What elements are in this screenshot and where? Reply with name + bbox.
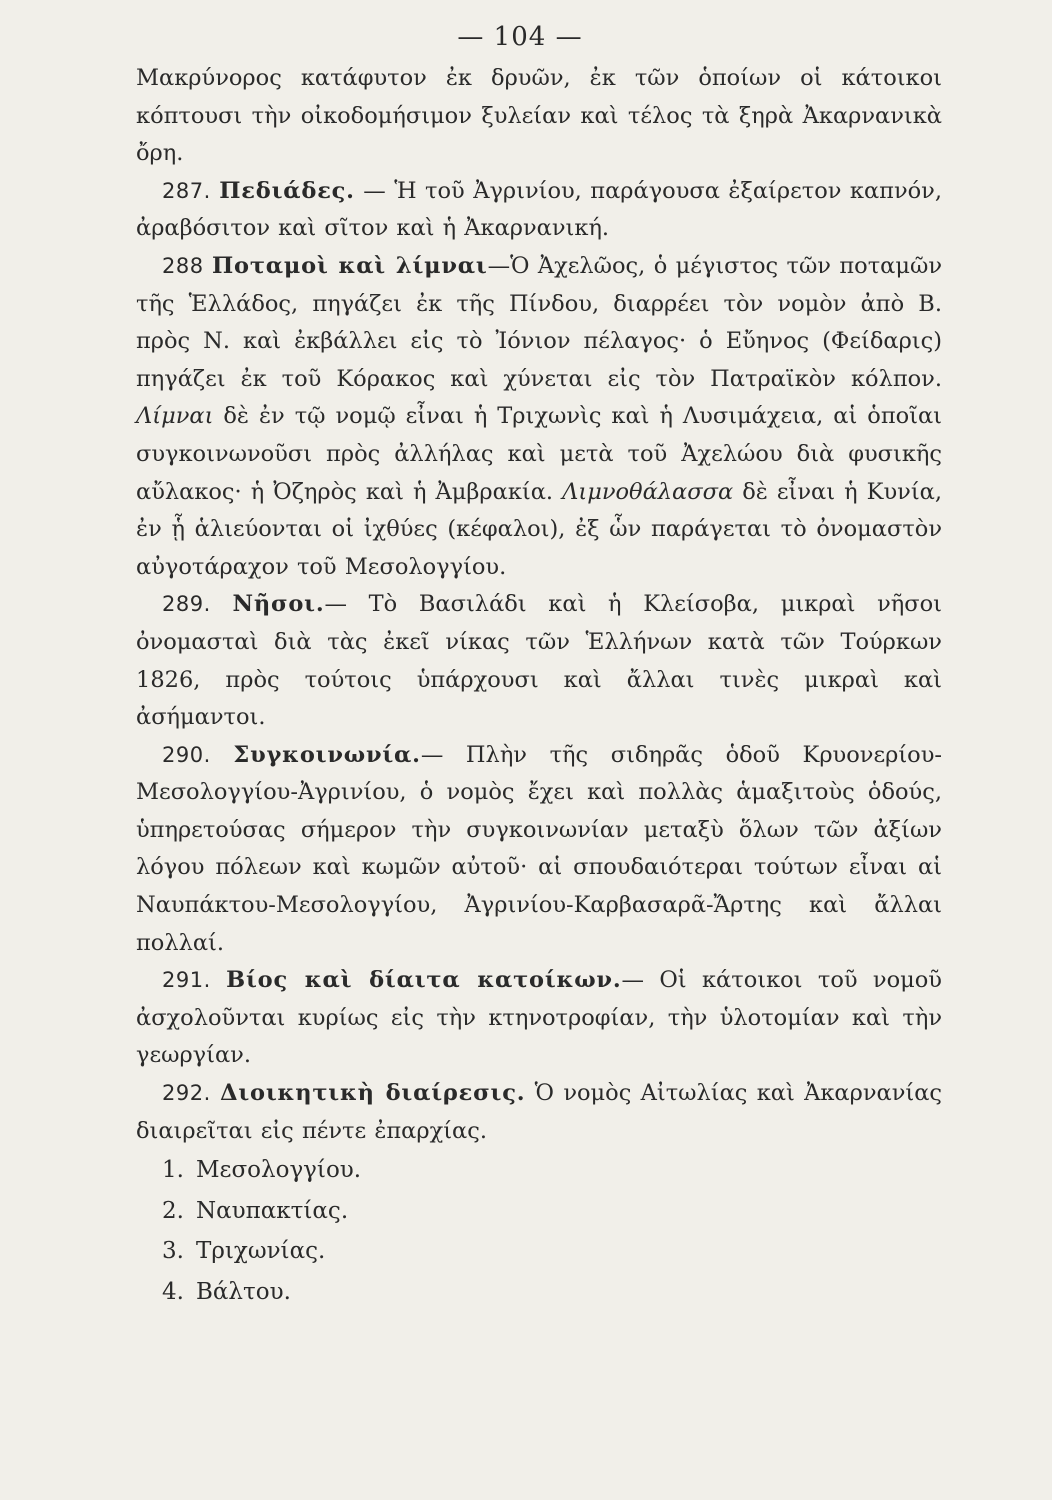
list-item-name: Βάλτου. <box>196 1278 291 1305</box>
section-heading: Πεδιάδες. <box>219 177 355 204</box>
section-heading: Συγκοινωνία. <box>233 741 421 768</box>
paragraph-text: — Ἡ τοῦ Ἀγρινίου, παράγουσα ἐξαίρετον καπνόν, ἀραβόσιτον καὶ σῖτον καὶ ἡ Ἀκαρνανική. <box>136 177 943 242</box>
list-item-name: Ναυπακτίας. <box>196 1197 349 1224</box>
list-item <box>136 1231 942 1272</box>
list-item <box>136 1150 942 1191</box>
list-item-name: Μεσολογγίου. <box>196 1157 362 1184</box>
section-288-paragraph <box>136 248 942 586</box>
section-287-paragraph <box>136 173 942 248</box>
list-item-number: 1. <box>162 1157 184 1184</box>
province-list <box>136 1150 942 1312</box>
page-number: — 104 — <box>457 22 583 52</box>
section-heading: Νῆσοι. <box>232 591 325 618</box>
italic-term-lagoon: Λιμνοθάλασσα <box>562 478 734 505</box>
paragraph-text: Μακρύνορος κατάφυτον ἐκ δρυῶν, ἐκ τῶν ὁποίων οἱ κάτοικοι κόπτουσι τὴν οἰκοδομήσιμον ξυλείαν καὶ τέλος τὰ ξηρὰ Ἀκαρνανικὰ ὄρη. <box>136 65 942 167</box>
paragraph-text: δὲ ἐν τῷ νομῷ εἶναι ἡ Τριχωνὶς καὶ ἡ Λυσιμάχεια, αἱ ὁποῖαι συγκοινωνοῦσι πρὸς ἀλλήλας καὶ μετὰ τοῦ Ἀχελώου διὰ φυσικῆς αὔλακος· ἡ Ὀζηρὸς καὶ ἡ Ἀμβρακία. <box>136 403 942 505</box>
paragraph-continuation <box>136 60 942 173</box>
list-item-name: Τριχωνίας. <box>196 1238 326 1265</box>
paragraph-text: — Οἱ κάτοικοι τοῦ νομοῦ ἀσχολοῦνται κυρίως εἰς τὴν κτηνοτροφίαν, τὴν ὑλοτομίαν καὶ τὴν γεωργίαν. <box>136 967 942 1069</box>
section-289-paragraph <box>136 586 942 736</box>
italic-term-lakes: Λίμναι <box>136 403 214 430</box>
section-290-paragraph <box>136 737 942 963</box>
section-heading: Διοικητικὴ διαίρεσις. <box>220 1080 526 1107</box>
section-heading: Ποταμοὶ καὶ λίμναι <box>211 252 488 279</box>
book-page <box>136 14 942 1454</box>
paragraph-text: —Ὁ Ἀχελῶος, ὁ μέγιστος τῶν ποταμῶν τῆς Ἑλλάδος, πηγάζει ἐκ τῆς Πίνδου, διαρρέει τὸν νομὸν ἀπὸ Β. πρὸς Ν. καὶ ἐκβάλλει εἰς τὸ Ἰόνιον πέλαγος· ὁ Εὔηνος (Φείδαρις) πηγάζει ἐκ τοῦ Κόρακος καὶ χύνεται εἰς τὸν Πατραϊκὸν κόλπον. <box>136 252 943 392</box>
section-number: 289. <box>162 592 211 617</box>
list-item-number: 4. <box>162 1278 184 1305</box>
paragraph-text: Ὁ νομὸς Αἰτωλίας καὶ Ἀκαρνανίας διαιρεῖται εἰς πέντε ἐπαρχίας. <box>136 1080 942 1144</box>
list-item <box>136 1272 942 1313</box>
list-item-number: 3. <box>162 1238 184 1265</box>
section-number: 287. <box>162 178 211 203</box>
paragraph-text: δὲ εἶναι ἡ Κυνία, ἐν ᾗ ἁλιεύονται οἱ ἰχθύες (κέφαλοι), ἐξ ὧν παράγεται τὸ ὀνομαστὸν αὐγοτάραχον τοῦ Μεσολογγίου. <box>136 478 943 580</box>
list-item <box>136 1191 942 1232</box>
section-heading: Βίος καὶ δίαιτα κατοίκων. <box>226 967 622 994</box>
section-number: 292. <box>162 1081 211 1106</box>
section-number: 290. <box>162 742 211 767</box>
paragraph-text: — Πλὴν τῆς σιδηρᾶς ὁδοῦ Κρυονερίου-Μεσολογγίου-Ἀγρινίου, ὁ νομὸς ἔχει καὶ πολλὰς ἁμαξιτοὺς ὁδούς, ὑπηρετούσας σήμερον τὴν συγκοινωνίαν μεταξὺ ὅλων τῶν ἀξίων λόγου πόλεων καὶ κωμῶν αὐτοῦ· αἱ σπουδαιότεραι τούτων εἶναι αἱ Ναυπάκτου-Μεσολογγίου, Ἀγρινίου-Καρβασαρᾶ-Ἄρτης καὶ ἄλλαι πολλαί. <box>136 741 942 956</box>
section-291-paragraph <box>136 962 942 1075</box>
section-number: 288 <box>162 253 204 278</box>
list-item-number: 2. <box>162 1197 184 1224</box>
section-number: 291. <box>162 968 211 993</box>
paragraph-text: — Τὸ Βασιλάδι καὶ ἡ Κλείσοβα, μικραὶ νῆσοι ὀνομασταὶ διὰ τὰς ἐκεῖ νίκας τῶν Ἑλλήνων κατὰ τῶν Τούρκων 1826, πρὸς τούτοις ὑπάρχουσι καὶ ἄλλαι τινὲς μικραὶ καὶ ἀσήμαντοι. <box>136 591 943 731</box>
section-292-paragraph <box>136 1075 942 1150</box>
